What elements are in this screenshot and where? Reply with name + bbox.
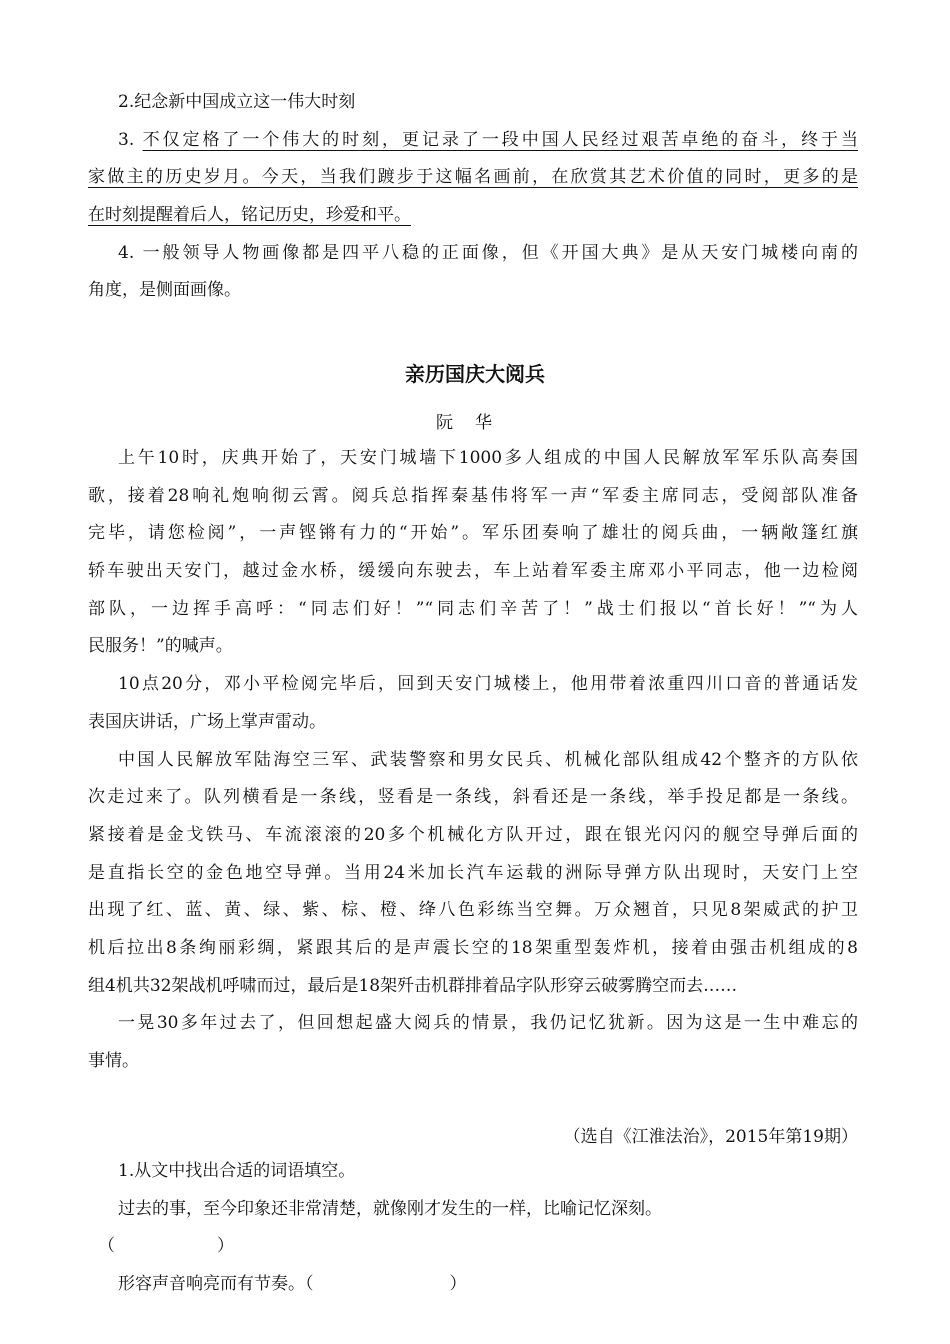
paragraph-line: 民服务！”的喊声。: [88, 636, 233, 657]
paragraph-line: 机后拉出8条绚丽彩绸，紧跟其后的是声震长空的18架重型轰炸机，接着由强击机组成的8: [88, 937, 858, 958]
paragraph-line: 事情。: [88, 1051, 139, 1071]
questions-section: [88, 1153, 858, 1304]
answer-section: [88, 84, 858, 310]
paragraph-line: 一晃30多年过去了，但回想起盛大阅兵的情景，我仍记忆犹新。因为这是一生中难忘的: [118, 1013, 858, 1034]
answer-2: 2.纪念新中国成立这一伟大时刻: [118, 92, 356, 112]
paragraph-line: 表国庆讲话，广场上掌声雷动。: [88, 711, 326, 732]
paragraph-line: 完毕，请您检阅”，一声铿锵有力的“开始”。军乐团奏响了雄壮的阅兵曲，一辆敞篷红旗: [88, 523, 858, 544]
answer-4-line: 4. 一般领导人物画像都是四平八稳的正面像，但《开国大典》是从天安门城楼向南的: [118, 242, 858, 263]
article-title: 亲历国庆大阅兵: [405, 362, 545, 386]
paragraph-line: 是直指长空的金色地空导弹。当用24米加长汽车运载的洲际导弹方队出现时，天安门上空: [88, 862, 858, 883]
answer-3-text: 在时刻提醒着后人，铭记历史，珍爱和平。: [88, 205, 411, 226]
answer-3-line: [88, 122, 858, 160]
paragraph-line: 组4机共32架战机呼啸而过，最后是18架歼击机群排着品字队形穿云破雾腾空而去……: [88, 975, 738, 996]
answer-3-line: [88, 197, 858, 235]
paragraph-line: 轿车驶出天安门，越过金水桥，缓缓向东驶去，车上站着军委主席邓小平同志，他一边检阅: [88, 561, 858, 582]
paragraph-line: 部队，一边挥手高呼：“同志们好！”“同志们辛苦了！”战士们报以“首长好！”“为人: [88, 598, 858, 619]
answer-4-line: 角度，是侧面画像。: [88, 280, 241, 301]
paragraph-line: 中国人民解放军陆海空三军、武装警察和男女民兵、机械化部队组成42个整齐的方队依: [118, 749, 858, 770]
answer-3-line: 家做主的历史岁月。今天，当我们踱步于这幅名画前，在欣赏其艺术价值的同时，更多的是: [88, 167, 858, 188]
paragraph-line: 次走过来了。队列横看是一条线，竖看是一条线，斜看还是一条线，举手投足都是一条线。: [88, 787, 858, 808]
paragraph-line: 歌，接着28响礼炮响彻云霄。阅兵总指挥秦基伟将军一声“军委主席同志，受阅部队准备: [88, 485, 858, 506]
paragraph-line: 10点20分，邓小平检阅完毕后，回到天安门城楼上，他用带着浓重四川口音的普通话发: [118, 674, 858, 695]
paragraph-line: 紧接着是金戈铁马、车流滚滚的20多个机械化方队开过，跟在银光闪闪的舰空导弹后面的: [88, 824, 858, 845]
question-1: 1.从文中找出合适的词语填空。: [118, 1161, 356, 1181]
answer-3-number: 3.: [118, 129, 143, 150]
article-body: [88, 440, 858, 1081]
article-author: 阮华: [436, 413, 514, 433]
answer-blank-1a[interactable]: （ ）: [98, 1236, 234, 1257]
article-source: （选自《江淮法治》，2015年第19期）: [563, 1127, 858, 1147]
paragraph-line: 上午10时，庆典开始了，天安门城墙下1000多人组成的中国人民解放军军乐队高奏国: [118, 448, 858, 468]
paragraph-line: 出现了红、蓝、黄、绿、紫、棕、橙、绛八色彩练当空舞。万众翘首，只见8架威武的护卫: [88, 900, 858, 921]
question-1a: 过去的事，至今印象还非常清楚，就像刚才发生的一样，比喻记忆深刻。: [118, 1198, 662, 1219]
question-1b: 形容声音响亮而有节奏。（ ）: [118, 1274, 467, 1295]
answer-3-text: 不仅定格了一个伟大的时刻，更记录了一段中国人民经过艰苦卓绝的奋斗，终于当: [142, 129, 859, 150]
